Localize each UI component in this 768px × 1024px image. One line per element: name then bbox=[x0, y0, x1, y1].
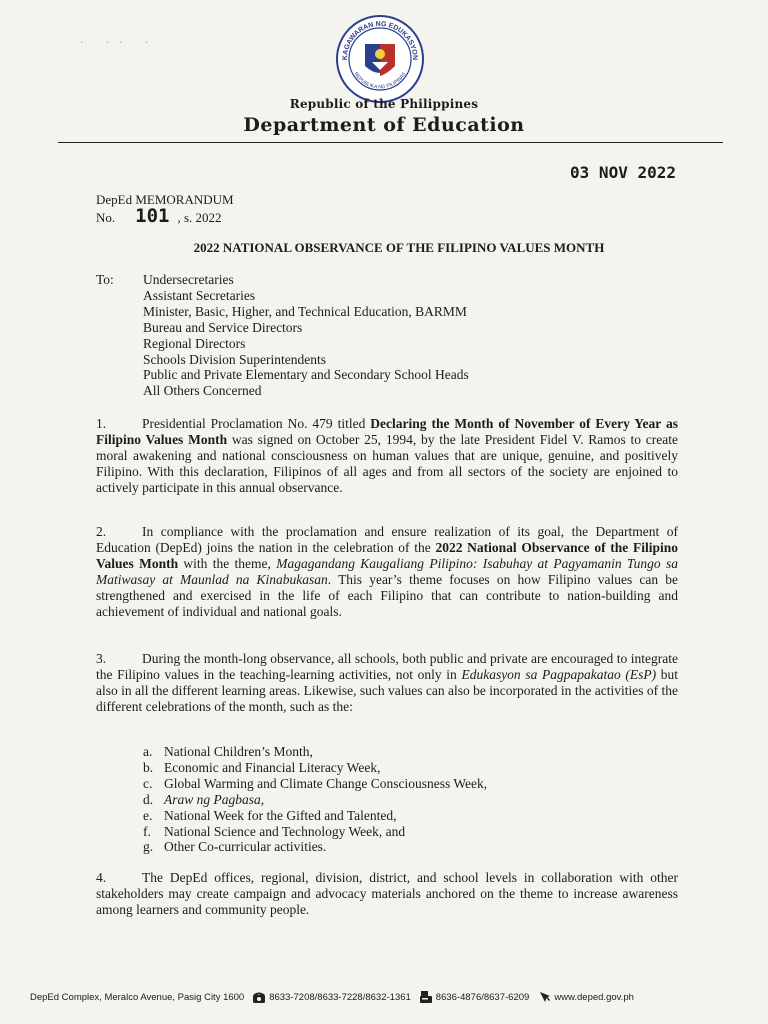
recipient-item: Public and Private Elementary and Secondary School Heads bbox=[143, 367, 469, 383]
footer-fax: 8636-4876/8637-6209 bbox=[435, 991, 530, 1003]
paragraph-number: 4. bbox=[96, 870, 107, 885]
memo-number: 101 bbox=[135, 205, 170, 227]
recipient-item: Schools Division Superintendents bbox=[143, 351, 326, 367]
memo-number-line bbox=[96, 205, 222, 227]
recipient-item: Undersecretaries bbox=[143, 272, 234, 287]
republic-heading: Republic of the Philippines bbox=[289, 97, 479, 111]
memo-title: 2022 NATIONAL OBSERVANCE OF THE FILIPINO VALUES MONTH bbox=[193, 240, 605, 255]
scan-specks: · ·· · bbox=[80, 38, 159, 49]
paragraph-1: 1. Presidential Proclamation No. 479 titled Declaring the Month of November of Every Year as Filipino Values Month was signed on October 25, 1994, by the late President Fidel V. Ramos to create moral awakening and national consciousness on human values that are unique, genuine, and positively Filipino. With this declaration, Filipinos of all ages and from all sectors of the society are enjoined to actively participate in this annual observance. bbox=[96, 416, 678, 495]
telephone-icon bbox=[252, 990, 266, 1004]
recipient-item: Minister, Basic, Higher, and Technical Education, BARMM bbox=[143, 303, 467, 319]
recipient-item: Bureau and Service Directors bbox=[143, 319, 303, 335]
deped-seal-icon bbox=[335, 14, 425, 104]
recipient-item: Assistant Secretaries bbox=[143, 287, 256, 303]
paragraph-number: 2. bbox=[96, 524, 107, 539]
paragraph-2: 2. In compliance with the proclamation and ensure realization of its goal, the Department of Education (DepEd) joins the nation in the celebration of the 2022 National Observance of the Filipino Values Month with the theme, Magagandang Kaugaliang Pilipino: Isabuhay at Pagyamanin Tungo sa Matiwasay at Maunlad na Kinabukasan. This year’s theme focuses on how Filipino values can be strengthened and exercised in the life of each Filipino that can contribute to nation-building and achievement of individual and national goals. bbox=[96, 524, 678, 619]
recipients-label: To: bbox=[96, 272, 114, 287]
proclamation-title: Declaring the Month of November of Every Year as Filipino Values Month bbox=[96, 416, 678, 447]
paragraph-number: 1. bbox=[96, 416, 107, 431]
theme-text: Magagandang Kaugaliang Pilipino: Isabuhay at Pagyamanin Tungo sa Matiwasay at Maunlad na Kinabukasan bbox=[96, 555, 678, 587]
celebration-item: g. Other Co-curricular activities. bbox=[143, 839, 327, 855]
header-divider bbox=[58, 142, 723, 143]
celebration-item: c. Global Warming and Climate Change Consciousness Week, bbox=[143, 775, 488, 791]
esp-subject: Edukasyon sa Pagpapakatao (EsP) bbox=[461, 666, 657, 682]
fax-icon bbox=[419, 990, 433, 1004]
seal-text-top: KAGAWARAN NG EDUKASYON bbox=[341, 20, 419, 61]
paragraph-4: 4. The DepEd offices, regional, division, district, and school levels in collaboration with other stakeholders may create campaign and advocacy materials anchored on the theme to increase awareness among learners and community people. bbox=[96, 870, 678, 917]
footer bbox=[30, 990, 755, 1004]
seal-text-bottom: REPUBLIKA NG PILIPINAS bbox=[352, 71, 408, 91]
memo-label: DepEd MEMORANDUM bbox=[96, 192, 234, 207]
recipients-list bbox=[143, 272, 469, 399]
recipient-item: Regional Directors bbox=[143, 335, 246, 351]
web-icon bbox=[537, 990, 551, 1004]
footer-website[interactable]: www.deped.gov.ph bbox=[554, 991, 634, 1003]
observance-name: 2022 National Observance of the Filipino Values Month bbox=[96, 539, 678, 571]
memo-no-label: No. bbox=[96, 210, 116, 225]
celebration-item: e. National Week for the Gifted and Talented, bbox=[143, 807, 397, 823]
recipient-item: All Others Concerned bbox=[143, 383, 262, 399]
department-heading: Department of Education bbox=[243, 114, 525, 136]
memo-series: , s. 2022 bbox=[177, 210, 222, 225]
celebration-item: b. Economic and Financial Literacy Week, bbox=[143, 759, 381, 775]
celebration-item: a. National Children’s Month, bbox=[143, 744, 313, 759]
footer-address: DepEd Complex, Meralco Avenue, Pasig City 1600 bbox=[30, 991, 245, 1003]
celebrations-list bbox=[143, 744, 487, 855]
paragraph-3: 3. During the month-long observance, all schools, both public and private are encouraged to integrate the Filipino values in the teaching-learning activities, not only in Edukasyon sa Pagpapakatao (EsP) but also in all the different learning areas. Likewise, such values can also be incorporated in the activities of the different celebrations of the month, such as the: bbox=[96, 651, 678, 714]
footer-phones: 8633-7208/8633-7228/8632-1361 bbox=[269, 991, 411, 1003]
paragraph-number: 3. bbox=[96, 651, 107, 666]
celebration-item: d. Araw ng Pagbasa, bbox=[143, 791, 265, 807]
memo-date: 03 NOV 2022 bbox=[570, 163, 676, 182]
celebration-item: f. National Science and Technology Week, and bbox=[143, 823, 406, 839]
